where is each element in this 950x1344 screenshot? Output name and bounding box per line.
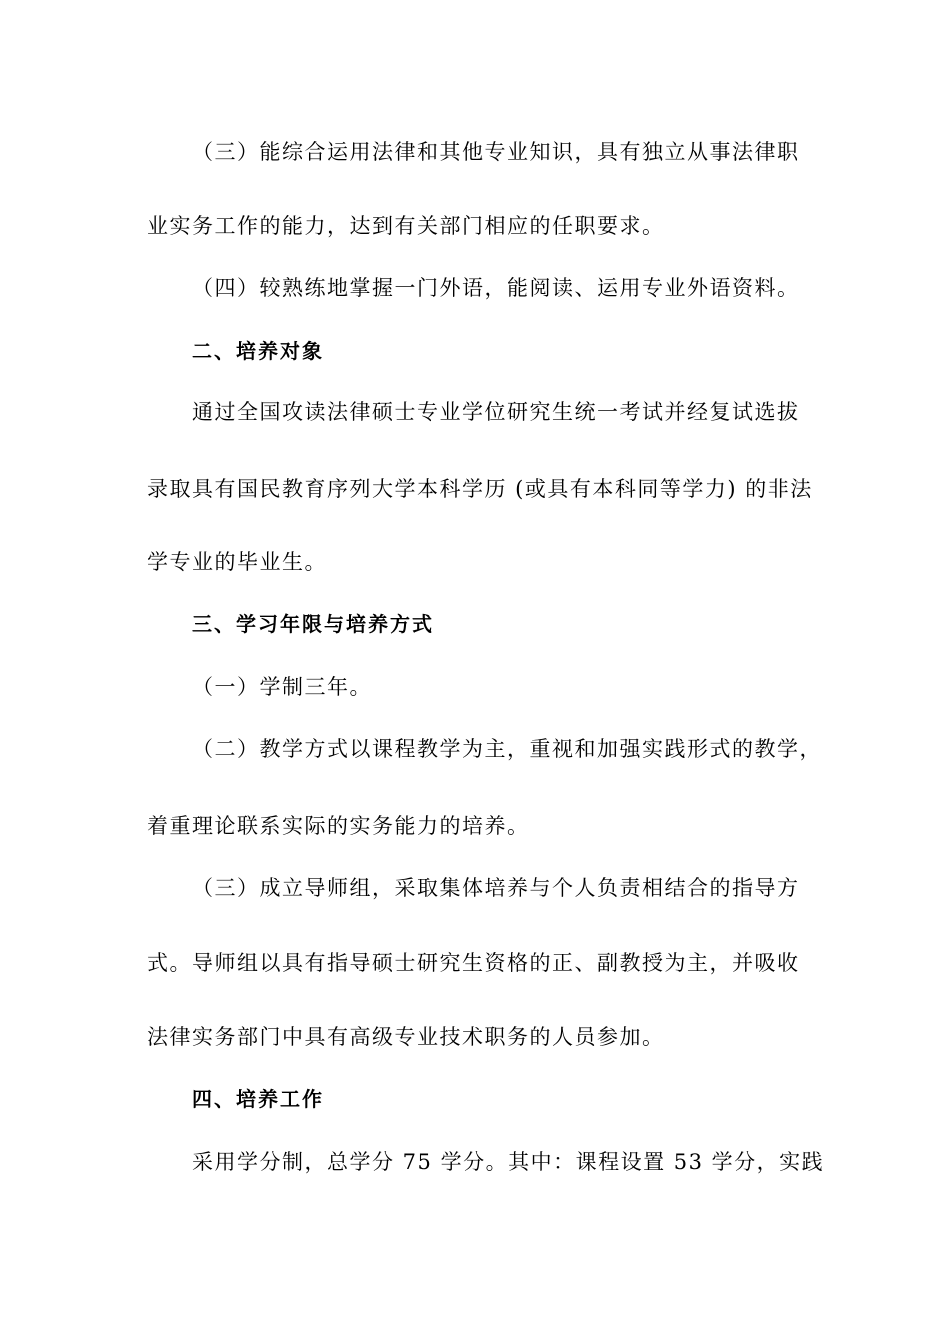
paragraph-line-period-2-end: 着重理论联系实际的实务能力的培养。 xyxy=(147,814,530,838)
paragraph-line-period-3-end: 法律实务部门中具有高级专业技术职务的人员参加。 xyxy=(147,1025,665,1049)
paragraph-line-requirement-3-end: 业实务工作的能力，达到有关部门相应的任职要求。 xyxy=(147,214,665,238)
paragraph-line-target-end: 学专业的毕业生。 xyxy=(147,550,327,574)
section-heading-study-period: 三、学习年限与培养方式 xyxy=(192,612,434,636)
paragraph-line-period-3-middle: 式。导师组以具有指导硕士研究生资格的正、副教授为主，并吸收 xyxy=(147,951,800,975)
paragraph-line-credits: 采用学分制，总学分 75 学分。其中：课程设置 53 学分，实践 xyxy=(192,1150,825,1174)
section-heading-training-target: 二、培养对象 xyxy=(192,339,324,363)
section-heading-training-work: 四、培养工作 xyxy=(192,1087,324,1111)
paragraph-line-period-1: （一）学制三年。 xyxy=(192,675,372,699)
paragraph-line-period-3-start: （三）成立导师组，采取集体培养与个人负责相结合的指导方 xyxy=(192,876,800,900)
paragraph-line-target-start: 通过全国攻读法律硕士专业学位研究生统一考试并经复试选拔 xyxy=(192,400,800,424)
paragraph-line-target-middle: 录取具有国民教育序列大学本科学历 (或具有本科同等学力) 的非法 xyxy=(147,477,813,501)
paragraph-line-requirement-3-start: （三）能综合运用法律和其他专业知识，具有独立从事法律职 xyxy=(192,140,800,164)
paragraph-line-period-2-start: （二）教学方式以课程教学为主，重视和加强实践形式的教学， xyxy=(192,737,822,761)
paragraph-line-requirement-4: （四）较熟练地掌握一门外语，能阅读、运用专业外语资料。 xyxy=(192,276,800,300)
